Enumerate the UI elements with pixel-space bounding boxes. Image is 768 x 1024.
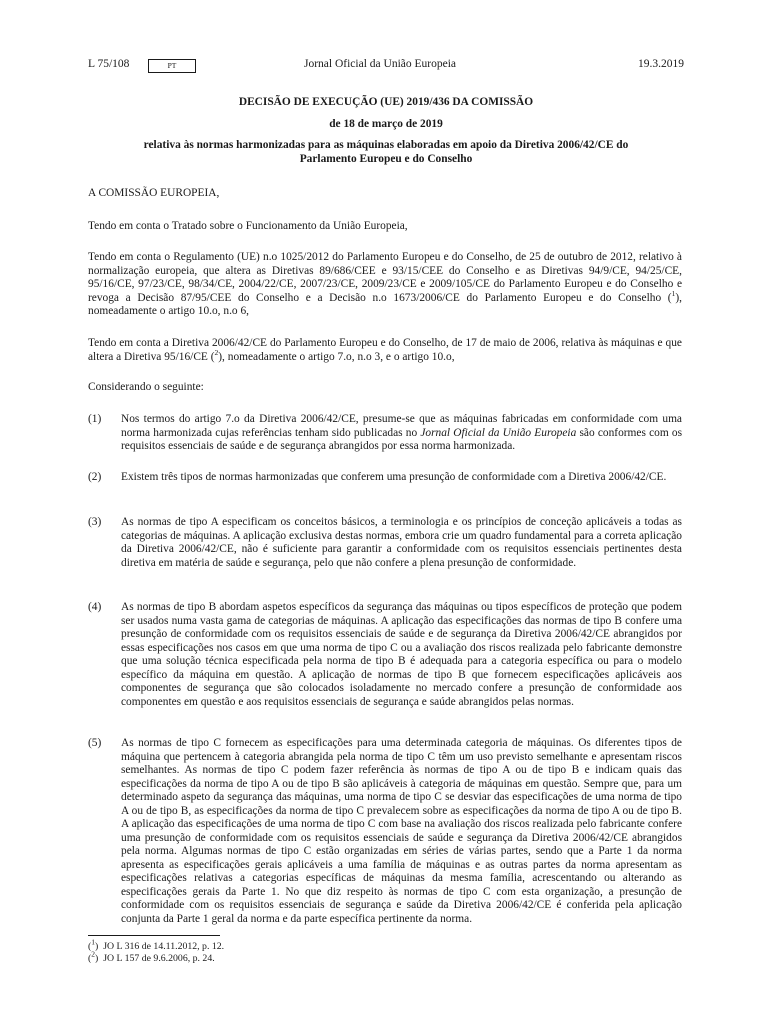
publication-date: 19.3.2019 [638,58,684,70]
recital-text: As normas de tipo A especificam os conceitos básicos, a terminologia e os princípios de conceção aplicáveis a todas as categorias de máquinas. A aplicação exclusiva destas normas, embora crie um quadro fundamental para a correta aplicação da Diretiva 2006/42/CE, não é suficiente para garantir a conformidade com os requisitos essenciais pertinentes desta diretiva em matéria de saúde e segurança, pelo que não confere a plena presunção de conformidade. [121,516,682,569]
page-reference: L 75/108 [88,58,130,70]
footnote-divider [88,935,220,936]
recital-number: (3) [88,516,102,528]
recital-number: (1) [88,413,102,425]
recital-journal-name: Jornal Oficial da União Europeia [420,426,577,439]
recital-3 [88,516,682,570]
recital-2 [88,471,682,485]
decision-subject: relativa às normas harmonizadas para as máquinas elaboradas em apoio da Diretiva 2006/42/CE do Parlamento Europeu e do Conselho [143,139,629,165]
commission-line: A COMISSÃO EUROPEIA, [88,187,220,199]
footnotes [88,935,682,964]
recital-text-end: são conformes com os requisitos essenciais de saúde e de segurança abrangidos por essa norma harmonizada. [121,426,682,452]
journal-title: Jornal Oficial da União Europeia [304,58,456,70]
recital-text [121,413,682,454]
footnote-ref-1[interactable]: 1 [671,288,676,298]
recital-number: (4) [88,601,102,613]
directive-clause [88,337,682,364]
regulation-text-end: ), nomeadamente o artigo 10.o, n.o 6, [88,291,682,317]
footnote-1: ($^1$) JO L 316 de 14.11.2012, p. 12. [88,937,225,952]
recital-text: As normas de tipo B abordam aspetos específicos da segurança das máquinas ou tipos específicos de proteção que podem ser usados numa vasta gama de categorias de máquinas. A aplicação das especificações das normas de tipo B confere uma presunção de conformidade com os requisitos essenciais de saúde e de segurança da Diretiva 2006/42/CE abrangidos por essas especificações nos casos em que uma norma de tipo C ou a avaliação dos riscos realizada pelo fabricante demonstre que uma solução técnica especificada pela norma de tipo B é adequada para a categoria específica ou para o modelo específico da máquina em questão. A aplicação de normas de tipo B que fornecem especificações aplicáveis aos componentes de segurança que são colocados isoladamente no mercado confere a presunção de conformidade aos componentes em questão e aos requisitos essenciais de segurança e saúde abrangidos pelas normas. [121,601,682,708]
recital-text: As normas de tipo C fornecem as especificações para uma determinada categoria de máquinas. Os diferentes tipos de máquina que pertencem à categoria abrangida pela norma de tipo C têm um uso previsto semelhante e apresentam riscos semelhantes. As normas de tipo C podem fazer referência às normas de tipo A ou de tipo B e indicam quais das especificações da norma de tipo A ou de tipo B são aplicáveis à categoria de máquinas em questão. Sempre que, para um determinado aspeto da segurança das máquinas, uma norma de tipo C se desviar das especificações de uma norma de tipo A ou de tipo B, as especificações da norma de tipo C prevalecem sobre as especificações da norma de tipo A ou de tipo B. A aplicação das especificações de uma norma de tipo C com base na avaliação dos riscos realizada pelo fabricante confere uma presunção de conformidade com os requisitos essenciais de saúde e segurança da Diretiva 2006/42/CE abrangidos pela norma. Algumas normas de tipo C estão organizadas em séries de várias partes, sendo que a Parte 1 da norma apresenta as especificações gerais aplicáveis a uma família de máquinas e as outras partes da norma apresentam as especificações relativas a categorias específicas de máquinas da mesma família, acrescentando ou alterando as especificações gerais da Parte 1. No que diz respeito às normas de tipo C com esta organização, a presunção de conformidade com os requisitos essenciais de segurança e saúde da Diretiva 2006/42/CE é conferida pela aplicação conjunta da Parte 1 geral da norma e da parte específica pertinente da norma. [121,737,682,925]
recital-1 [88,413,682,454]
footnote-text: JO L 316 de 14.11.2012, p. 12. [103,941,225,952]
decision-title [88,96,684,166]
footnote-2: ($^2$) JO L 157 de 9.6.2006, p. 24. [88,949,215,964]
directive-text-end: ), nomeadamente o artigo 7.o, n.o 3, e o artigo 10.o, [218,350,455,363]
footnote-ref-2[interactable]: 2 [214,347,219,357]
directive-text-start: Tendo em conta a Diretiva 2006/42/CE do Parlamento Europeu e do Conselho, de 17 de maio de 2006, relativa às máquinas e que altera a Diretiva 95/16/CE ( [88,337,682,363]
recital-4 [88,601,682,709]
recital-5 [88,737,682,926]
regulation-clause [88,251,682,319]
footnote-marker: 1 [91,937,96,947]
treaty-clause: Tendo em conta o Tratado sobre o Funcionamento da União Europeia, [88,220,408,232]
language-badge: PT [148,59,196,73]
footnote-marker: 2 [91,949,96,959]
recital-text-start: Nos termos do artigo 7.o da Diretiva 2006/42/CE, presume-se que as máquinas fabricadas em conformidade com uma norma harmonizada cujas referências tenham sido publicadas no [121,413,682,439]
footnote-text: JO L 157 de 9.6.2006, p. 24. [103,952,215,964]
recital-text: Existem três tipos de normas harmonizadas que conferem uma presunção de conformidade com a Diretiva 2006/42/CE. [121,471,667,483]
considering-line: Considerando o seguinte: [88,381,204,393]
recital-number: (2) [88,471,102,483]
recital-number: (5) [88,737,102,749]
decision-heading: DECISÃO DE EXECUÇÃO (UE) 2019/436 DA COMISSÃO [238,96,534,108]
decision-date: de 18 de março de 2019 [329,117,443,130]
regulation-text-start: Tendo em conta o Regulamento (UE) n.o 1025/2012 do Parlamento Europeu e do Conselho, de 25 de outubro de 2012, relativo à normalização europeia, que altera as Diretivas 89/686/CEE e 93/15/CEE do Conselho e as Diretivas 94/9/CE, 94/25/CE, 95/16/CE, 97/23/CE, 98/34/CE, 2004/22/CE, 2007/23/CE, 2009/23/CE e 2009/105/CE do Parlamento Europeu e do Conselho e revoga a Decisão 87/95/CEE do Conselho e a Decisão n.o 1673/2006/CE do Parlamento Europeu e do Conselho ( [88,251,682,304]
page-header [88,58,684,76]
